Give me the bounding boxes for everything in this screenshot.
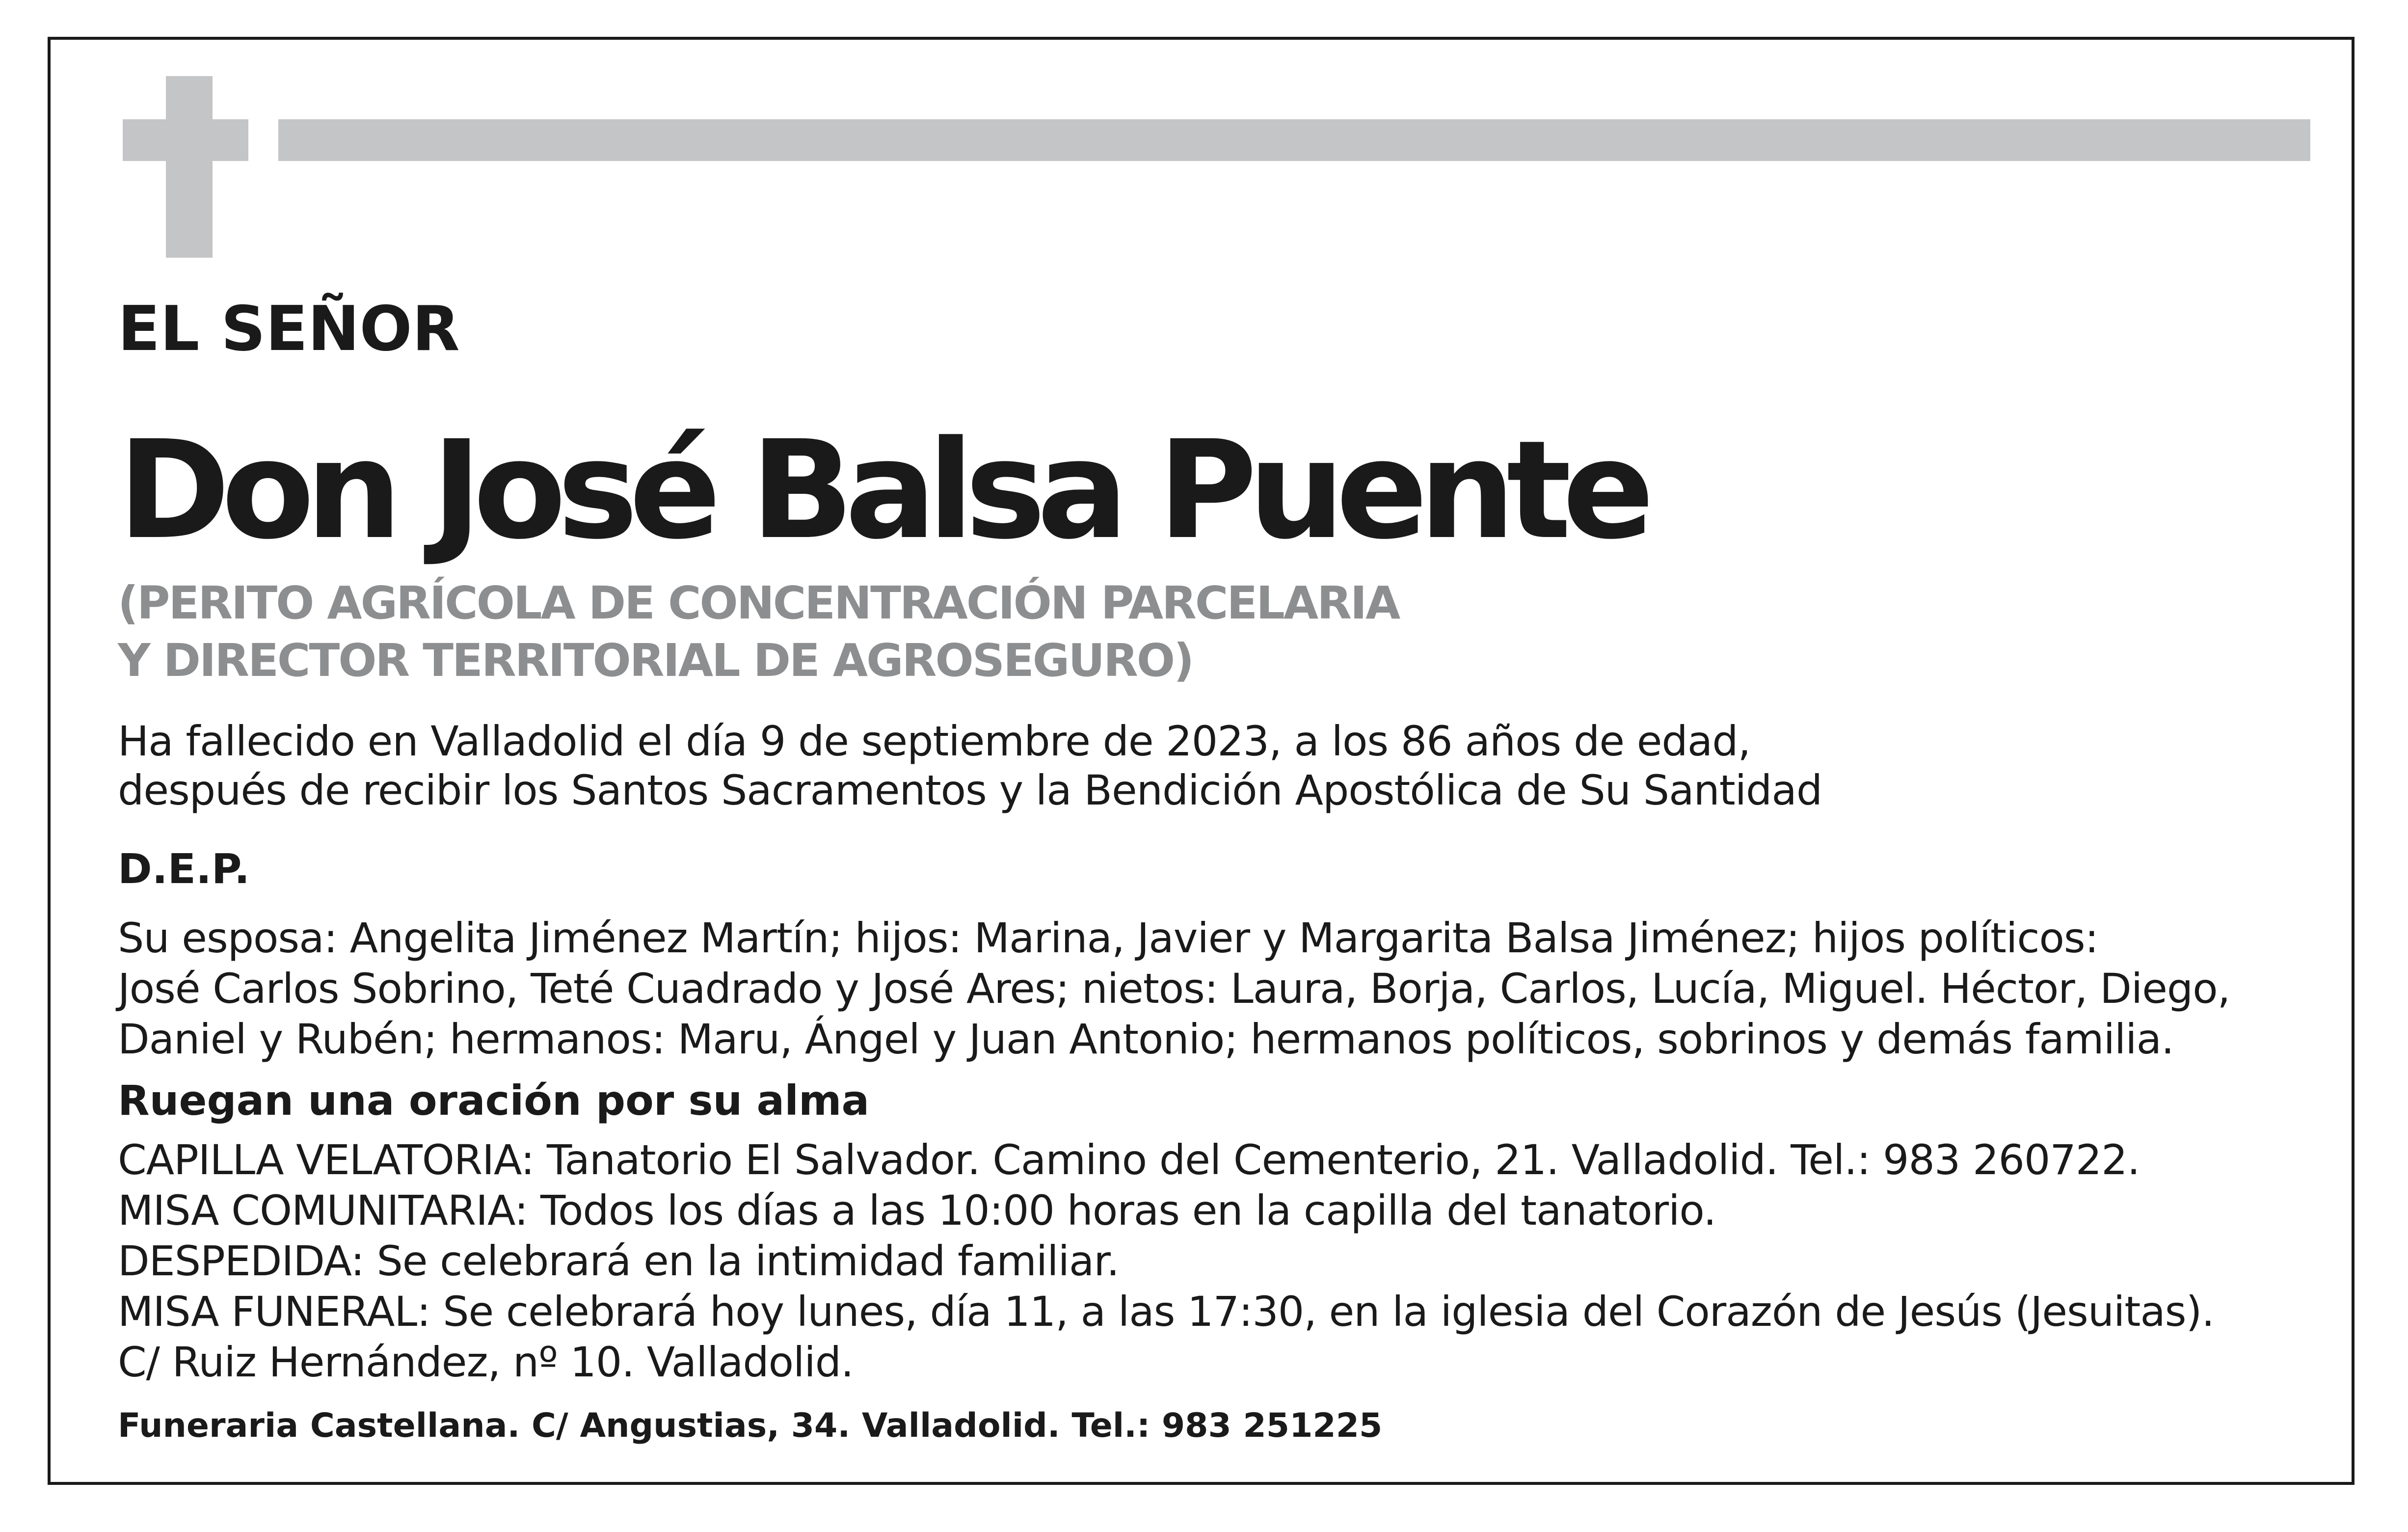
service-line: CAPILLA VELATORIA: Tanatorio El Salvador. Camino del Cementerio, 21. Valladolid. Tel.: 983 260722. — [118, 1136, 2140, 1184]
profession-line: (PERITO AGRÍCOLA DE CONCENTRACIÓN PARCELARIA — [118, 577, 1399, 629]
death-notice-line: Ha fallecido en Valladolid el día 9 de septiembre de 2023, a los 86 años de edad, — [118, 717, 1751, 765]
service-line: MISA COMUNITARIA: Todos los días a las 10:00 horas en la capilla del tanatorio. — [118, 1186, 1716, 1235]
service-line: MISA FUNERAL: Se celebrará hoy lunes, día 11, a las 17:30, en la iglesia del Corazón de Jesús (Jesuitas). — [118, 1288, 2215, 1336]
deceased-name: Don José Balsa Puente — [118, 412, 1646, 569]
service-line: DESPEDIDA: Se celebrará en la intimidad familiar. — [118, 1237, 1119, 1285]
cross-icon-vertical-bar — [166, 76, 213, 258]
family-line: Su esposa: Angelita Jiménez Martín; hijos: Marina, Javier y Margarita Balsa Jiménez; hijos políticos: — [118, 914, 2098, 962]
prayer-request: Ruegan una oración por su alma — [118, 1076, 870, 1125]
funeral-home-footer: Funeraria Castellana. C/ Angustias, 34. Valladolid. Tel.: 983 251225 — [118, 1406, 1383, 1445]
profession — [118, 574, 1399, 689]
family-line: José Carlos Sobrino, Teté Cuadrado y José Ares; nietos: Laura, Borja, Carlos, Lucía, Miguel. Héctor, Diego, — [118, 965, 2230, 1013]
family-list — [118, 913, 2230, 1065]
service-line: C/ Ruiz Hernández, nº 10. Valladolid. — [118, 1338, 854, 1386]
family-line: Daniel y Rubén; hermanos: Maru, Ángel y Juan Antonio; hermanos políticos, sobrinos y demás familia. — [118, 1015, 2174, 1063]
cross-icon-horizontal-bar — [123, 119, 248, 161]
dep-label: D.E.P. — [118, 845, 250, 893]
header-rule — [278, 119, 2310, 161]
death-notice — [118, 717, 1822, 815]
services-info — [118, 1135, 2214, 1388]
honorific-label: EL SEÑOR — [118, 293, 460, 365]
death-notice-line: después de recibir los Santos Sacramentos y la Bendición Apostólica de Su Santidad — [118, 766, 1822, 814]
profession-line: Y DIRECTOR TERRITORIAL DE AGROSEGURO) — [118, 634, 1193, 687]
